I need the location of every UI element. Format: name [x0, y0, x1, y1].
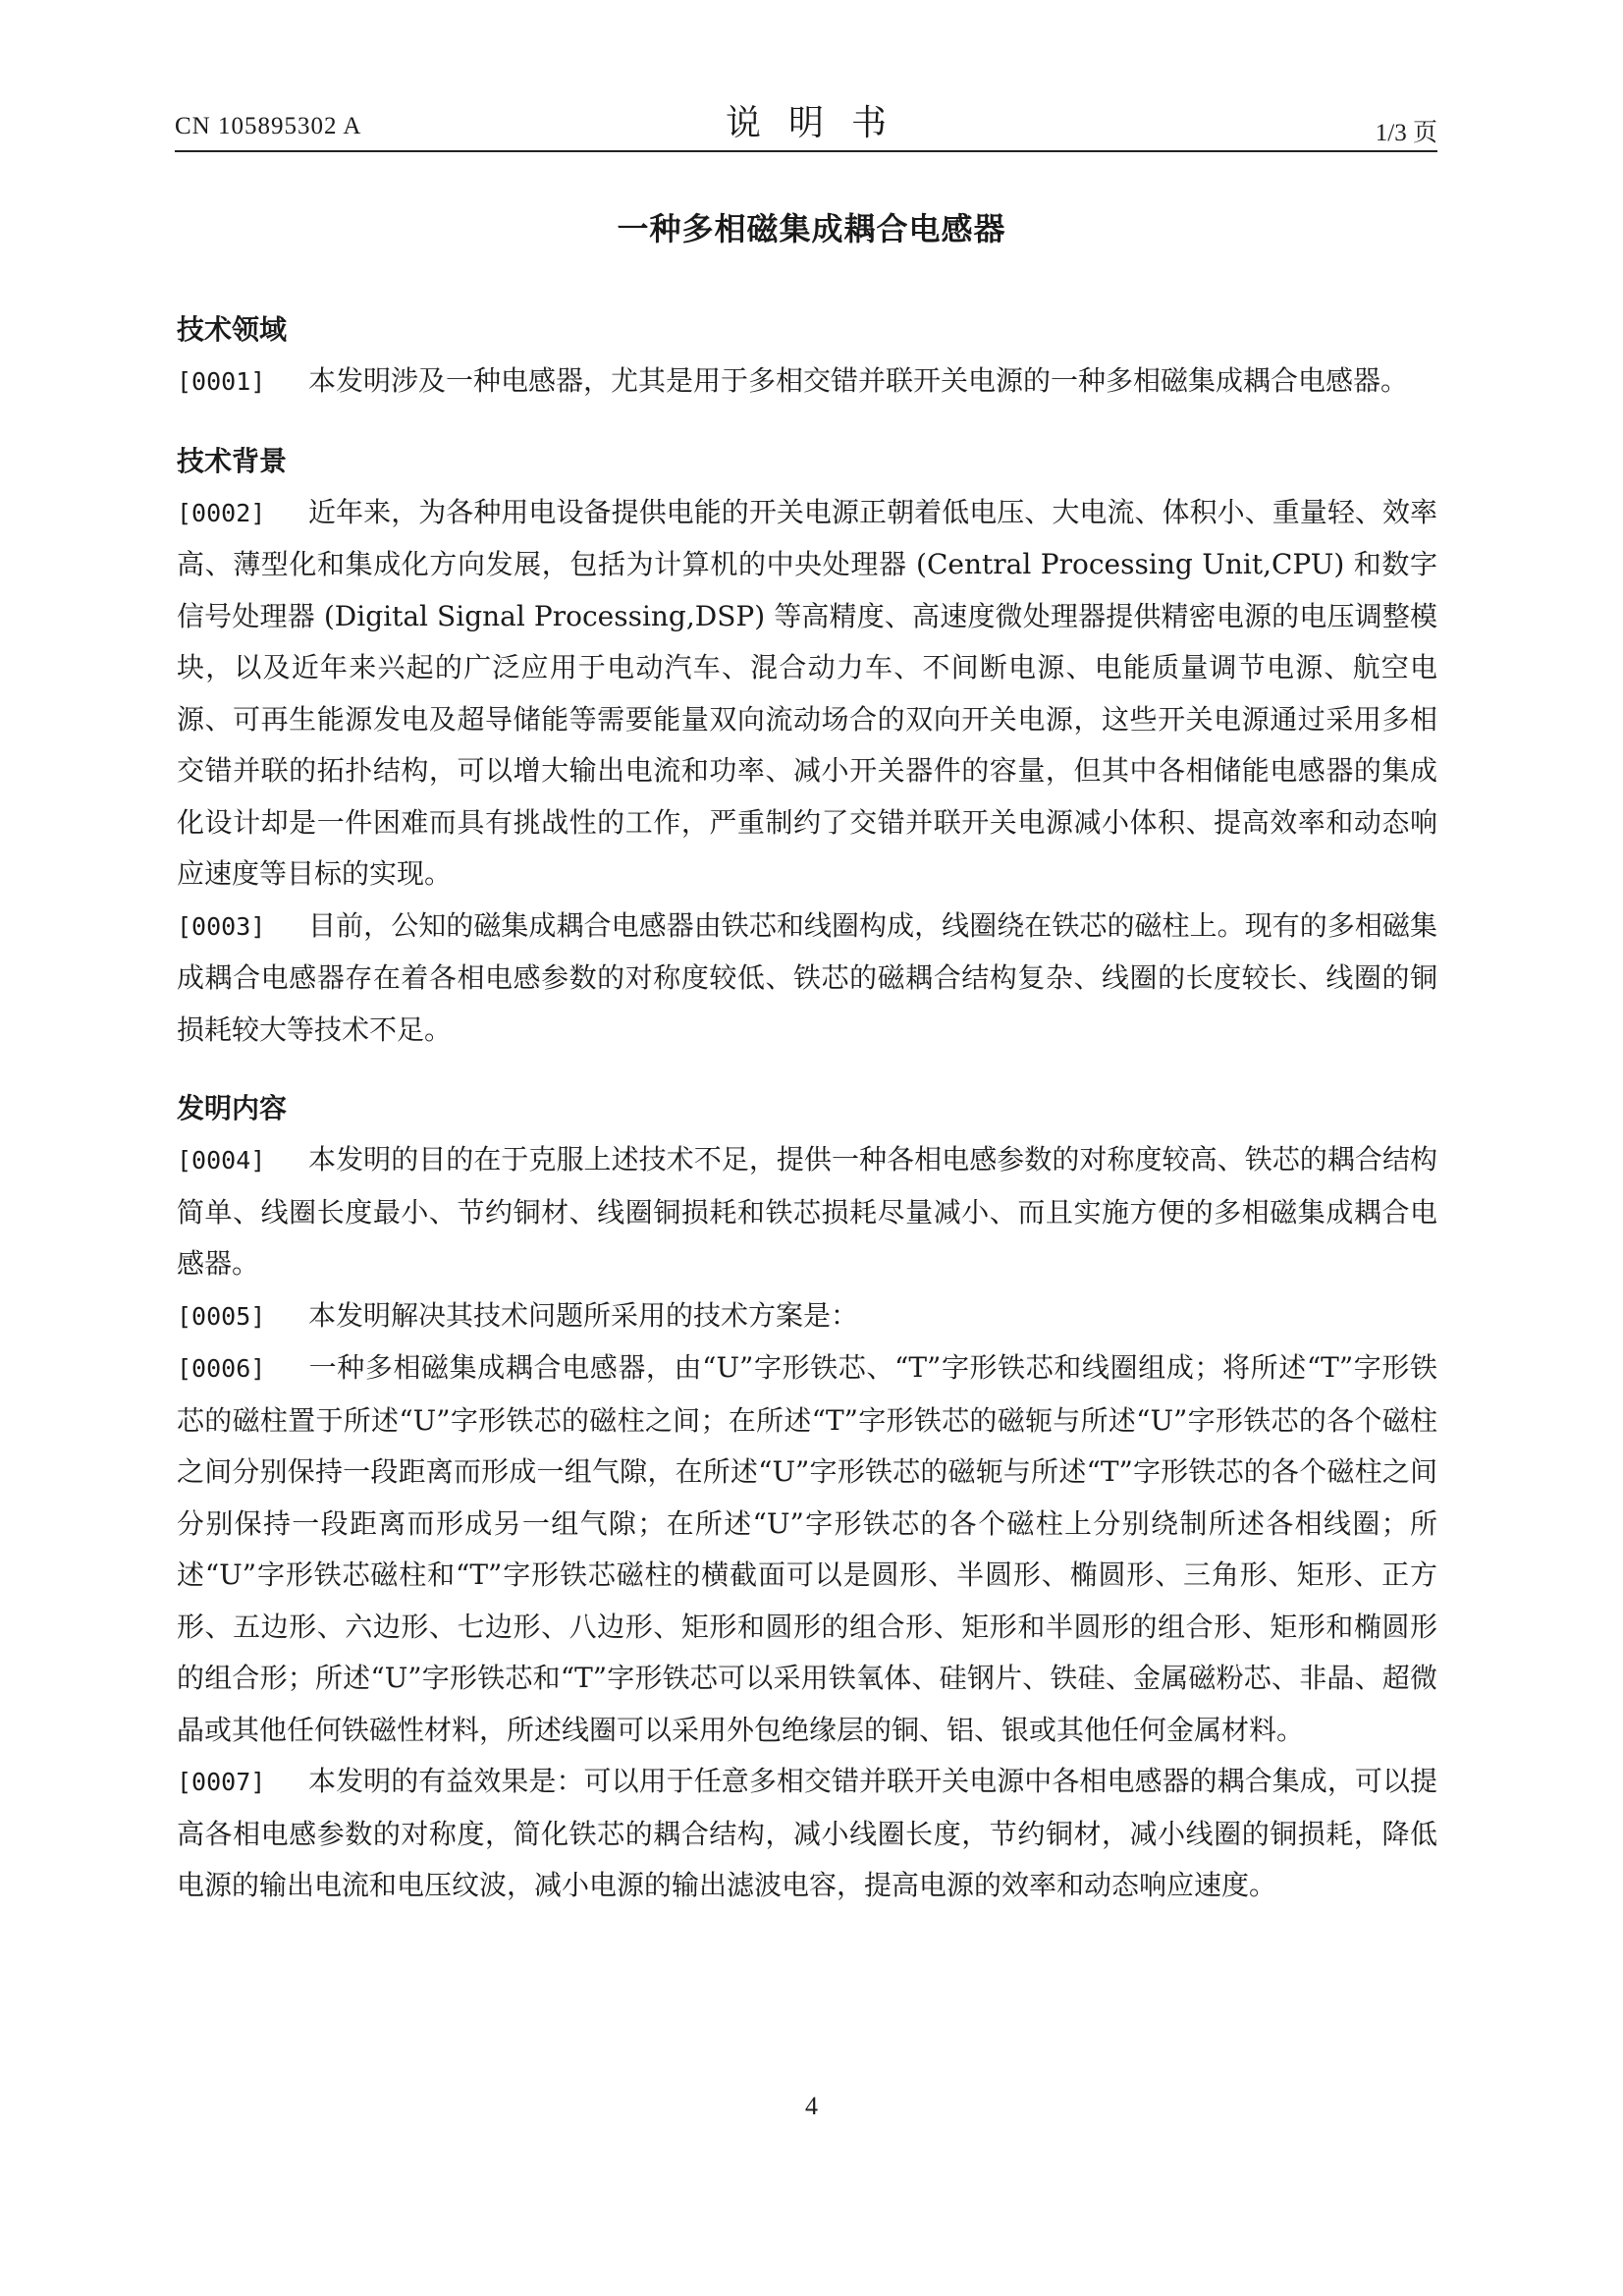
section-heading: 技术领域: [177, 313, 288, 346]
document-type: 说明书: [725, 103, 914, 143]
paragraph: [177, 901, 1437, 1057]
publication-number: CN 105895302 A: [175, 113, 362, 139]
paragraph: [177, 1290, 1437, 1343]
paragraph: [177, 1134, 1437, 1290]
paragraph-text: 本发明涉及一种电感器，尤其是用于多相交错并联开关电源的一种多相磁集成耦合电感器。: [308, 364, 1409, 397]
section-heading: 技术背景: [177, 444, 288, 477]
paragraph-text: 本发明的目的在于克服上述技术不足，提供一种各相电感参数的对称度较高、铁芯的耦合结构简单、线圈长度最小、节约铜材、线圈铜损耗和铁芯损耗尽量减小、而且实施方便的多相磁集成耦合电感器。: [177, 1143, 1437, 1280]
paragraph: [177, 355, 1437, 409]
paragraph-text: 一种多相磁集成耦合电感器，由“U”字形铁芯、“T”字形铁芯和线圈组成；将所述“T”字形铁芯的磁柱置于所述“U”字形铁芯的磁柱之间；在所述“T”字形铁芯的磁轭与所述“U”字形铁芯的各个磁柱之间分别保持一段距离而形成一组气隙，在所述“U”字形铁芯的磁轭与所述“T”字形铁芯的各个磁柱之间分别保持一段距离而形成另一组气隙；在所述“U”字形铁芯的各个磁柱上分别绕制所述各相线圈；所述“U”字形铁芯磁柱和“T”字形铁芯磁柱的横截面可以是圆形、半圆形、椭圆形、三角形、矩形、正方形、五边形、六边形、七边形、八边形、矩形和圆形的组合形、矩形和半圆形的组合形、矩形和椭圆形的组合形；所述“U”字形铁芯和“T”字形铁芯可以采用铁氧体、硅钢片、铁硅、金属磁粉芯、非晶、超微晶或其他任何铁磁性材料，所述线圈可以采用外包绝缘层的铜、铝、银或其他任何金属材料。: [177, 1351, 1437, 1746]
paragraph-text: 本发明的有益效果是：可以用于任意多相交错并联开关电源中各相电感器的耦合集成，可以提高各相电感参数的对称度，简化铁芯的耦合结构，减小线圈长度，节约铜材，减小线圈的铜损耗，降低电源的输出电流和电压纹波，减小电源的输出滤波电容，提高电源的效率和动态响应速度。: [177, 1765, 1437, 1901]
paragraph-text: 目前，公知的磁集成耦合电感器由铁芯和线圈构成，线圈绕在铁芯的磁柱上。现有的多相磁集成耦合电感器存在着各相电感参数的对称度较低、铁芯的磁耦合结构复杂、线圈的长度较长、线圈的铜损耗较大等技术不足。: [177, 908, 1437, 1046]
section-background: [177, 436, 1437, 1057]
paragraph-number: [0003]: [177, 911, 266, 941]
paragraph-number: [0002]: [177, 498, 266, 527]
page-number: 4: [805, 2092, 818, 2120]
page-header: [175, 93, 1437, 152]
document-body: [177, 304, 1437, 1940]
paragraph: [177, 1342, 1437, 1756]
section-technical-field: [177, 304, 1437, 409]
paragraph-text: 近年来，为各种用电设备提供电能的开关电源正朝着低电压、大电流、体积小、重量轻、效率高、薄型化和集成化方向发展，包括为计算机的中央处理器 (Central Processing Unit,CPU) 和数字信号处理器 (Digital Signal Processing,DSP) 等高精度、高速度微处理器提供精密电源的电压调整模块，以及近年来兴起的广泛应用于电动汽车、混合动力车、不间断电源、电能质量调节电源、航空电源、可再生能源发电及超导储能等需要能量双向流动场合的双向开关电源，这些开关电源通过采用多相交错并联的拓扑结构，可以增大输出电流和功率、减小开关器件的容量，但其中各相储能电感器的集成化设计却是一件困难而具有挑战性的工作，严重制约了交错并联开关电源减小体积、提高效率和动态响应速度等目标的实现。: [177, 495, 1437, 890]
paragraph-number: [0007]: [177, 1768, 266, 1796]
page-info: 1/3 页: [1375, 120, 1437, 146]
paragraph: [177, 1756, 1437, 1912]
paragraph-text: 本发明解决其技术问题所采用的技术方案是：: [308, 1298, 859, 1332]
section-summary: [177, 1083, 1437, 1912]
paragraph: [177, 487, 1437, 901]
document-title: 一种多相磁集成耦合电感器: [617, 210, 1006, 247]
paragraph-number: [0005]: [177, 1301, 266, 1331]
section-heading: 发明内容: [177, 1092, 288, 1124]
paragraph-number: [0004]: [177, 1146, 266, 1175]
paragraph-number: [0006]: [177, 1354, 266, 1383]
paragraph-number: [0001]: [177, 367, 266, 396]
